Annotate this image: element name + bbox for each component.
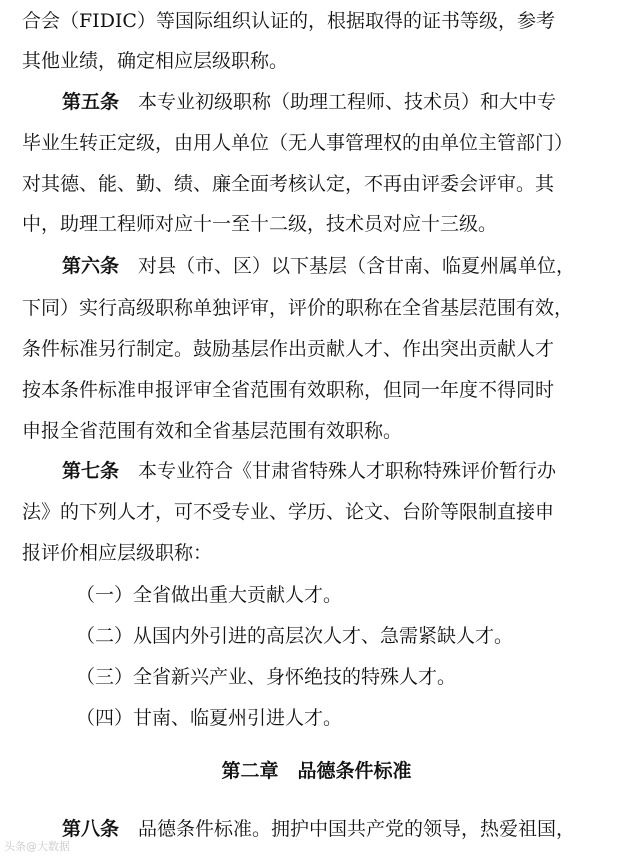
paragraph-line: 报评价相应层级职称： — [22, 542, 213, 564]
article-text: 本专业初级职称（助理工程师、技术员）和大中专 — [138, 91, 557, 113]
list-item: （二）从国内外引进的高层次人才、急需紧缺人才。 — [76, 625, 514, 647]
paragraph-line: 其他业绩，确定相应层级职称。 — [22, 50, 289, 72]
list-item: （四）甘南、临夏州引进人才。 — [76, 707, 343, 729]
chapter-heading: 第二章 品德条件标准 — [221, 760, 412, 782]
article-label: 第八条 — [62, 818, 120, 840]
article-text: 品德条件标准。拥护中国共产党的领导，热爱祖国， — [138, 818, 576, 840]
article-8-line — [62, 816, 614, 842]
paragraph-line: 下同）实行高级职称单独评审，评价的职称在全省基层范围有效， — [22, 297, 574, 319]
paragraph-line: 法》的下列人才，可不受专业、学历、论文、台阶等限制直接申 — [22, 501, 555, 523]
watermark: 头条@大数据 — [4, 840, 70, 853]
paragraph-line: 中，助理工程师对应十一至十二级，技术员对应十三级。 — [22, 213, 498, 235]
paragraph-line: 条件标准另行制定。鼓励基层作出贡献人才、作出突出贡献人才 — [22, 338, 555, 360]
article-6-line — [62, 253, 614, 279]
list-item: （三）全省新兴产业、身怀绝技的特殊人才。 — [76, 666, 457, 688]
article-5-line — [62, 89, 614, 115]
article-label: 第六条 — [62, 255, 120, 277]
article-label: 第五条 — [62, 91, 120, 113]
paragraph-line: 按本条件标准申报评审全省范围有效职称，但同一年度不得同时 — [22, 379, 555, 401]
article-text: 本专业符合《甘肃省特殊人才职称特殊评价暂行办 — [138, 460, 557, 482]
paragraph-line: 申报全省范围有效和全省基层范围有效职称。 — [22, 420, 403, 442]
paragraph-line: 合会（FIDIC）等国际组织认证的，根据取得的证书等级，参考 — [22, 10, 555, 32]
article-7-line — [62, 458, 614, 484]
list-item: （一）全省做出重大贡献人才。 — [76, 584, 343, 606]
paragraph-line: 毕业生转正定级，由用人单位（无人事管理权的由单位主管部门） — [22, 132, 574, 154]
paragraph-line: 对其德、能、勤、绩、廉全面考核认定，不再由评委会评审。其 — [22, 173, 555, 195]
article-text: 对县（市、区）以下基层（含甘南、临夏州属单位， — [138, 255, 576, 277]
article-label: 第七条 — [62, 460, 120, 482]
